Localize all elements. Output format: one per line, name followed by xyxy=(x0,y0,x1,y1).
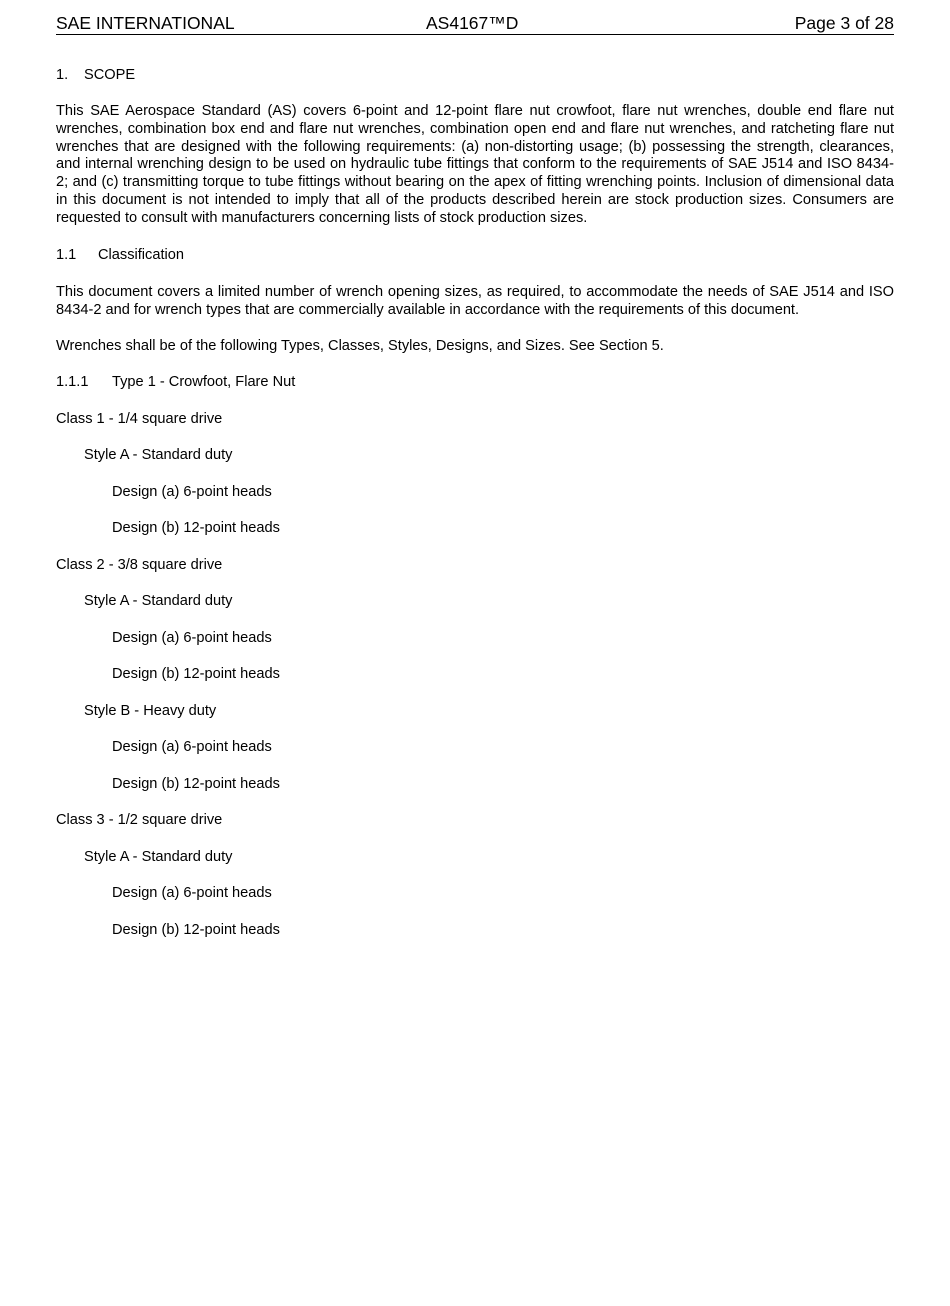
design-item: Design (a) 6-point heads xyxy=(112,885,272,901)
class-item: Class 3 - 1/2 square drive xyxy=(56,812,223,828)
section-1-heading xyxy=(56,67,135,85)
design-item: Design (a) 6-point heads xyxy=(112,630,272,646)
design-item: Design (b) 12-point heads xyxy=(112,776,280,792)
header-document-number: AS4167™D xyxy=(426,13,519,33)
wrench-types-paragraph: Wrenches shall be of the following Types, Classes, Styles, Designs, and Sizes. See Section 5. xyxy=(56,338,664,354)
style-item: Style A - Standard duty xyxy=(84,447,233,463)
section-title: SCOPE xyxy=(84,67,136,83)
scope-paragraph: This SAE Aerospace Standard (AS) covers 6-point and 12-point flare nut crowfoot, flare nut wrenches, double end flare nut wrenches, combination box end and flare nut wrenches, combination open end and flare nut wrenches, and ratcheting flare nut wrenches that are designed with the following requirements: (a) non-distorting usage; (b) possessing the strength, clearances, and internal wrenching design to be used on hydraulic tube fittings that conform to the requirements of SAE J514 and ISO 8434-2; and (c) transmitting torque to tube fittings without bearing on the apex of fitting wrenching points. Inclusion of dimensional data in this document is not intended to imply that all of the products described herein are stock production sizes. Consumers are requested to consult with manufacturers concerning lists of stock production sizes. xyxy=(56,103,894,226)
design-item: Design (b) 12-point heads xyxy=(112,922,280,938)
section-1-1-heading xyxy=(56,247,184,265)
section-title: Type 1 - Crowfoot, Flare Nut xyxy=(112,374,296,390)
header-organization: SAE INTERNATIONAL xyxy=(56,13,235,33)
design-item: Design (b) 12-point heads xyxy=(112,666,280,682)
style-item: Style A - Standard duty xyxy=(84,849,233,865)
design-item: Design (a) 6-point heads xyxy=(112,484,272,500)
section-number: 1.1.1 xyxy=(56,374,89,390)
classification-paragraph: This document covers a limited number of wrench opening sizes, as required, to accommodate the needs of SAE J514 and ISO 8434-2 and for wrench types that are commercially available in accordance with the requirements of this document. xyxy=(56,284,894,318)
section-number: 1. xyxy=(56,67,69,83)
section-title: Classification xyxy=(98,247,184,263)
style-item: Style A - Standard duty xyxy=(84,593,233,609)
style-item: Style B - Heavy duty xyxy=(84,703,217,719)
document-page xyxy=(56,0,894,938)
section-number: 1.1 xyxy=(56,247,77,263)
design-item: Design (b) 12-point heads xyxy=(112,520,280,536)
page-header xyxy=(56,0,894,35)
header-page-number: Page 3 of 28 xyxy=(794,13,894,33)
class-item: Class 1 - 1/4 square drive xyxy=(56,411,223,427)
design-item: Design (a) 6-point heads xyxy=(112,739,272,755)
class-item: Class 2 - 3/8 square drive xyxy=(56,557,223,573)
section-1-1-1-heading xyxy=(56,374,295,392)
